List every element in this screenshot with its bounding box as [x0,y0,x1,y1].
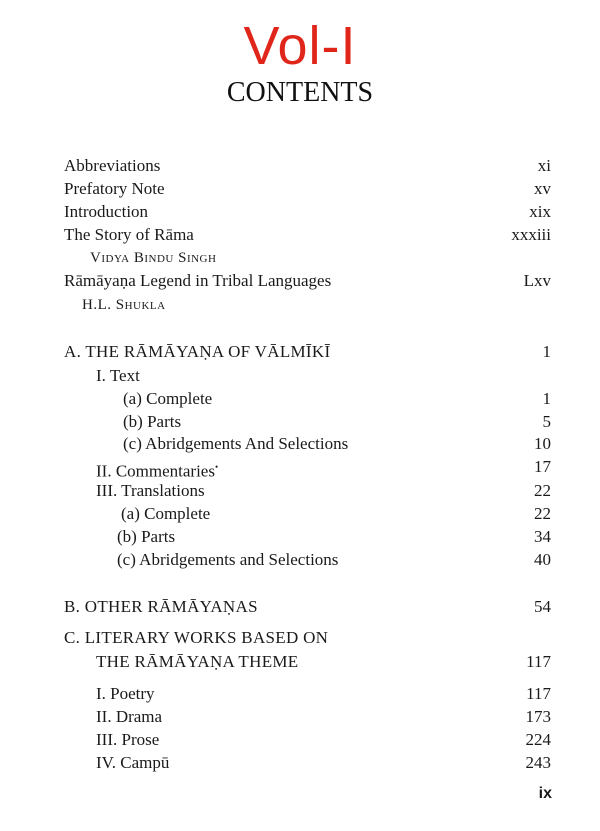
toc-section-label: THE RĀMĀYAṆA THEME [96,652,299,671]
toc-entry-label [96,456,218,483]
toc-entry-page: 173 [525,707,551,726]
toc-entry-introduction[interactable] [0,201,600,223]
toc-entry-page: xi [537,156,551,175]
toc-entry-abridgements[interactable] [0,549,600,571]
toc-entry-page: 34 [534,527,551,546]
toc-entry-page: 22 [534,504,551,523]
toc-entry-abbreviations[interactable] [0,155,600,177]
toc-entry-page: Lxv [523,271,551,290]
toc-entry-label: III. Prose [96,730,160,749]
toc-section-label: C. LITERARY WORKS BASED ON [64,628,329,647]
toc-entry-page: 10 [534,434,551,453]
toc-section-label: A. THE RĀMĀYAṆA OF VĀLMĪKĪ [64,342,331,361]
toc-entry-translations[interactable] [0,480,600,502]
toc-section-a[interactable] [0,341,600,363]
toc-entry-label: (b) Parts [117,527,176,546]
toc-entry-label: Prefatory Note [64,179,165,198]
toc-entry-page: 1 [542,342,551,361]
contents-heading: CONTENTS [226,77,374,108]
toc-entry-page: 243 [525,753,551,772]
toc-entry-label: (a) Complete [121,504,211,523]
toc-entry-commentaries[interactable] [0,456,600,481]
toc-entry-complete[interactable] [0,503,600,525]
toc-section-label: B. OTHER RĀMĀYAṆAS [64,597,258,616]
toc-entry-author-label: H.L. Shukla [82,297,166,313]
toc-entry-label: The Story of Rāma [64,225,194,244]
toc-entry-parts[interactable] [0,526,600,548]
toc-entry-label: (a) Complete [123,389,213,408]
toc-entry-parts[interactable] [0,411,600,433]
toc-entry-prefatory-note[interactable] [0,178,600,200]
toc-entry-page: xv [534,179,551,198]
toc-entry-tribal-legend[interactable] [0,270,600,292]
toc-entry-author [0,294,600,316]
toc-entry-page: 1 [542,389,551,408]
toc-entry-prose[interactable] [0,729,600,751]
toc-entry-page: 117 [526,652,551,671]
toc-entry-label: III. Translations [96,481,205,500]
toc-entry-page: 117 [526,684,551,703]
toc-entry-page: 40 [534,550,551,569]
toc-entry-label: (c) Abridgements and Selections [117,550,339,569]
toc-entry-page: 5 [542,412,551,431]
toc-entry-label: II. Drama [96,707,163,726]
toc-entry-label: I. Text [96,366,140,385]
toc-entry-page: 22 [534,481,551,500]
volume-title: Vol-I [243,16,357,76]
toc-entry-campu[interactable] [0,752,600,774]
toc-entry-abridgements[interactable] [0,433,600,455]
toc-entry-story-of-rama[interactable] [0,224,600,246]
toc-entry-complete[interactable] [0,388,600,410]
toc-entry-page: 17 [534,457,551,476]
toc-entry-label: IV. Campū [96,753,170,772]
toc-entry-poetry[interactable] [0,683,600,705]
toc-entry-page: 224 [525,730,551,749]
toc-entry-author-label: Vidya Bindu Singh [90,250,217,266]
toc-entry-label: Rāmāyaṇa Legend in Tribal Languages [64,271,332,290]
toc-entry-label: (b) Parts [123,412,182,431]
toc-section-b[interactable] [0,596,600,618]
toc-entry-page: xix [529,202,551,221]
toc-entry-label: Introduction [64,202,149,221]
toc-entry-author [0,247,600,269]
footnote-marker: • [214,462,219,472]
toc-section-c[interactable] [0,627,600,649]
toc-entry-label: Abbreviations [64,156,161,175]
toc-entry-page: 54 [534,597,551,616]
toc-entry-text[interactable] [0,365,600,387]
page-number: ix [538,785,552,802]
toc-entry-page: xxxiii [511,225,551,244]
toc-entry-drama[interactable] [0,706,600,728]
toc-section-c-continued[interactable] [0,651,600,673]
commentaries-text: II. Commentaries [96,461,215,481]
toc-entry-label: I. Poetry [96,684,155,703]
toc-entry-label: (c) Abridgements And Selections [123,434,349,453]
